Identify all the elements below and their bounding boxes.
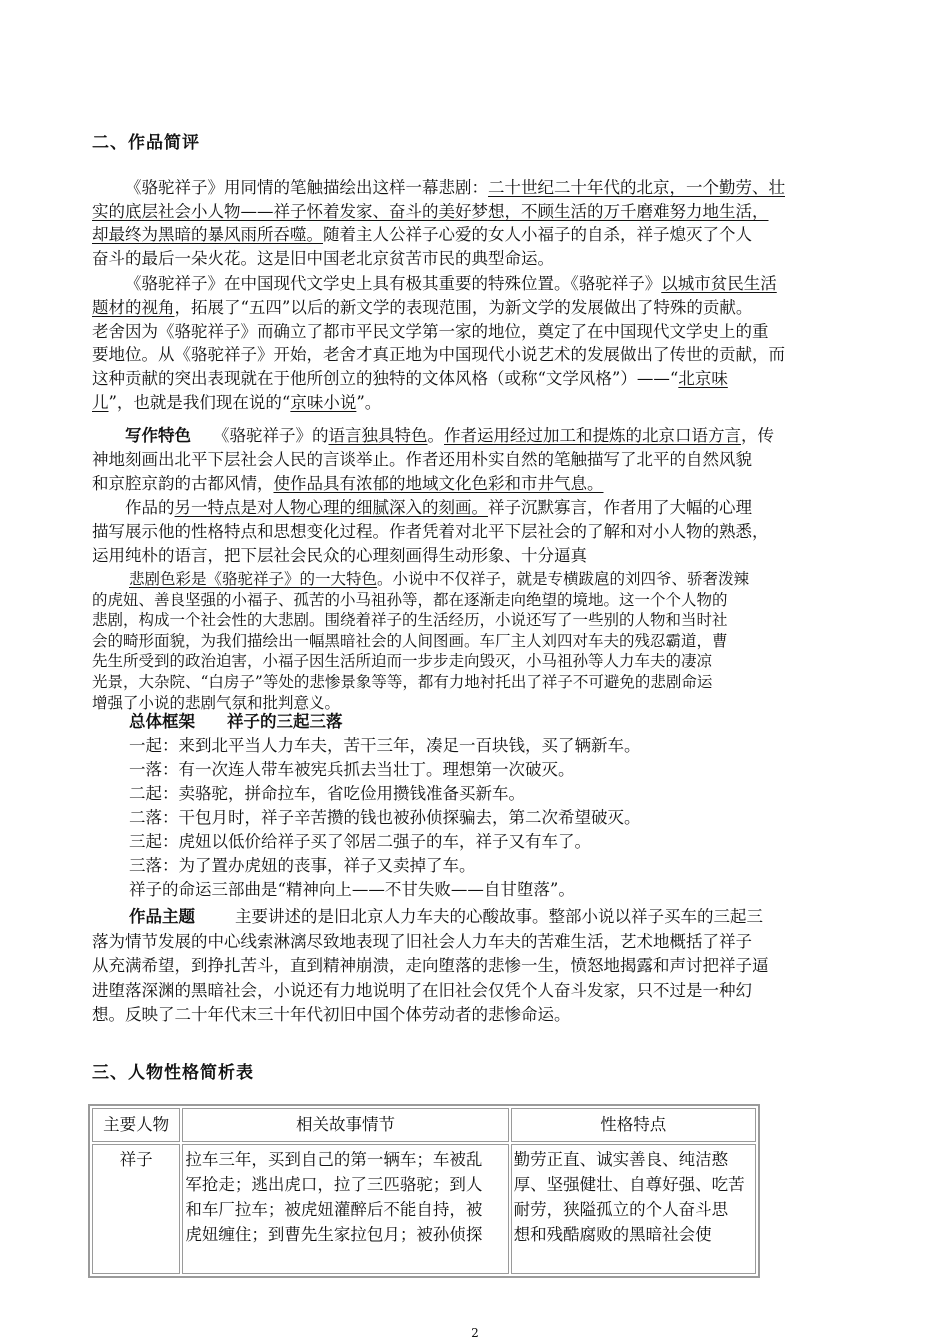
p3-line-2: 神地刻画出北平下层社会人民的言谈举止。作者还用朴实自然的笔触描写了北平的自然风貌 [92,450,752,469]
theme-line-4: 进堕落深渊的黑暗社会，小说还有力地说明了在旧社会仅凭个人奋斗发家，只不过是一种幻 [92,980,752,1000]
table-header-cell: 性格特点 [511,1108,756,1142]
p2-line-1: 《骆驼祥子》在中国现代文学史上具有极其重要的特殊位置。《骆驼祥子》以城市贫民生活 [125,274,777,293]
paragraph-intro [92,176,864,270]
plot-line: 虎妞缠住；到曹先生家拉包月；被孙侦探 [185,1225,483,1244]
framework-item: 一落：有一次连人带车被宪兵抓去当壮丁。理想第一次破灭。 [129,760,575,779]
p5-line-3: 悲剧，构成一个社会性的大悲剧。围绕着祥子的生活经历，小说还写了一些别的人物和当时社 [92,611,728,630]
framework-item: 三落：为了置办虎妞的丧事，祥子又卖掉了车。 [129,856,476,875]
label-writing-features: 写作特色 [125,426,191,445]
p2-line-2: 题材的视角，拓展了“五四”以后的新文学的表现范围，为新文学的发展做出了特殊的贡献。 [92,297,753,317]
section-title-characters: 三、人物性格简析表 [92,1063,254,1083]
traits-cell [511,1144,756,1274]
p4-line-2: 描写展示他的性格特点和思想变化过程。作者凭着对北平下层社会的了解和对小人物的熟悉， [92,522,769,541]
framework-item: 二落：干包月时，祥子辛苦攒的钱也被孙侦探骗去，第二次希望破灭。 [129,808,641,827]
table-row [92,1144,756,1274]
theme-line-5: 想。反映了二十年代末三十年代初旧中国个体劳动者的悲惨命运。 [92,1005,571,1024]
theme-line-2: 落为情节发展的中心线索淋漓尽致地表现了旧社会人力车夫的苦难生活，艺术地概括了祥子 [92,931,752,951]
framework-item: 二起：卖骆驼，拼命拉车，省吃俭用攒钱准备买新车。 [129,784,525,803]
p1-line-4: 奋斗的最后一朵火花。这是旧中国老北京贫苦市民的典型命运。 [92,248,554,268]
label-theme: 作品主题 [129,907,195,926]
p4-line-1: 作品的另一特点是对人物心理的细腻深入的刻画。祥子沉默寡言，作者用了大幅的心理 [125,498,752,517]
paragraph-theme [92,905,864,1028]
p3-line-3: 和京腔京韵的古都风情，使作品具有浓郁的地域文化色彩和市井气息。 [92,474,604,493]
character-name-cell [92,1144,180,1274]
p5-line-2: 的虎妞、善良坚强的小福子、孤苦的小马祖孙等，都在逐渐走向绝望的境地。这一个个人物的 [92,590,728,609]
p2-line-5: 这种贡献的突出表现就在于他所创立的独特的文体风格（或称“文学风格”）——“北京味 [92,369,728,389]
framework-heading: 总体框架 祥子的三起三落 [129,712,343,731]
p5-line-4: 会的畸形面貌，为我们描绘出一幅黑暗社会的人间图画。车厂主人刘四对车夫的残忍霸道，曹 [92,631,728,650]
paragraph-significance [92,272,864,415]
framework-item: 三起：虎妞以低价给祥子买了邻居二强子的车，祥子又有车了。 [129,832,591,851]
paragraph-writing-features [92,424,864,496]
plot-line: 拉车三年，买到自己的第一辆车；车被乱 [185,1150,483,1169]
section-title-review: 二、作品简评 [92,133,200,153]
p5-line-1: 悲剧色彩是《骆驼祥子》的一大特色。小说中不仅祥子，就是专横跋扈的刘四爷、骄奢泼辣 [129,570,750,588]
p2-line-3: 老舍因为《骆驼祥子》而确立了都市平民文学第一家的地位，奠定了在中国现代文学史上的重 [92,321,769,341]
p1-line-3: 却最终为黑暗的暴风雨所吞噬。随着主人公祥子心爱的女人小福子的自杀，祥子熄灭了个人 [92,225,752,244]
p1-line-2: 实的底层社会小人物——祥子怀着发家、奋斗的美好梦想，不顾生活的万千磨难努力地生活， [92,201,769,221]
p2-line-4: 要地位。从《骆驼祥子》开始，老舍才真正地为中国现代小说艺术的发展做出了传世的贡献，而 [92,345,785,365]
plot-line: 军抢走；逃出虎口，拉了三匹骆驼；到人 [185,1175,483,1194]
table-header-cell: 主要人物 [92,1108,180,1142]
paragraph-tragedy [92,569,864,713]
page-number: 2 [471,1326,479,1340]
p4-line-3: 运用纯朴的语言，把下层社会民众的心理刻画得生动形象、十分逼真 [92,546,587,565]
p5-line-7: 增强了小说的悲剧气氛和批判意义。 [92,693,341,712]
table-header-row [92,1108,756,1142]
p2-line-6: 儿”，也就是我们现在说的“京味小说”。 [92,392,382,412]
framework-item: 祥子的命运三部曲是“精神向上——不甘失败——自甘堕落”。 [129,880,575,899]
theme-line-1: 作品主题 主要讲述的是旧北京人力车夫的心酸故事。整部小说以祥子买车的三起三 [129,907,763,926]
traits-line: 厚、坚强健壮、自尊好强、吃苦 [513,1175,745,1194]
p1-line-1: 《骆驼祥子》用同情的笔触描绘出这样一幕悲剧：二十世纪二十年代的北京，一个勤劳、壮 [125,178,785,197]
framework-block [92,710,864,902]
theme-line-3: 从充满希望，到挣扎苦斗，直到精神崩溃，走向堕落的悲惨一生，愤怒地揭露和声讨把祥子逼 [92,956,769,975]
traits-line: 耐劳，狭隘孤立的个人奋斗思 [513,1200,729,1219]
traits-line: 想和残酷腐败的黑暗社会使 [513,1225,712,1244]
table-header-cell: 相关故事情节 [182,1108,508,1142]
plot-line: 和车厂拉车；被虎妞灌醉后不能自持，被 [185,1200,483,1219]
framework-item: 一起：来到北平当人力车夫，苦干三年，凑足一百块钱，买了辆新车。 [129,736,641,755]
p5-line-6: 光景，大杂院、“白房子”等处的悲惨景象等等，都有力地衬托出了祥子不可避免的悲剧命运 [92,672,713,691]
plot-cell [182,1144,508,1274]
traits-line: 勤劳正直、诚实善良、纯洁憨 [513,1150,729,1169]
p3-line-1: 写作特色 《骆驼祥子》的语言独具特色。作者运用经过加工和提炼的北京口语方言，传 [125,426,774,445]
p5-line-5: 先生所受到的政治迫害，小福子因生活所迫而一步步走向毁灭，小马祖孙等人力车夫的凄凉 [92,652,713,671]
paragraph-psychology [92,496,864,568]
character-name: 祥子 [119,1150,153,1169]
character-table [88,1104,760,1278]
